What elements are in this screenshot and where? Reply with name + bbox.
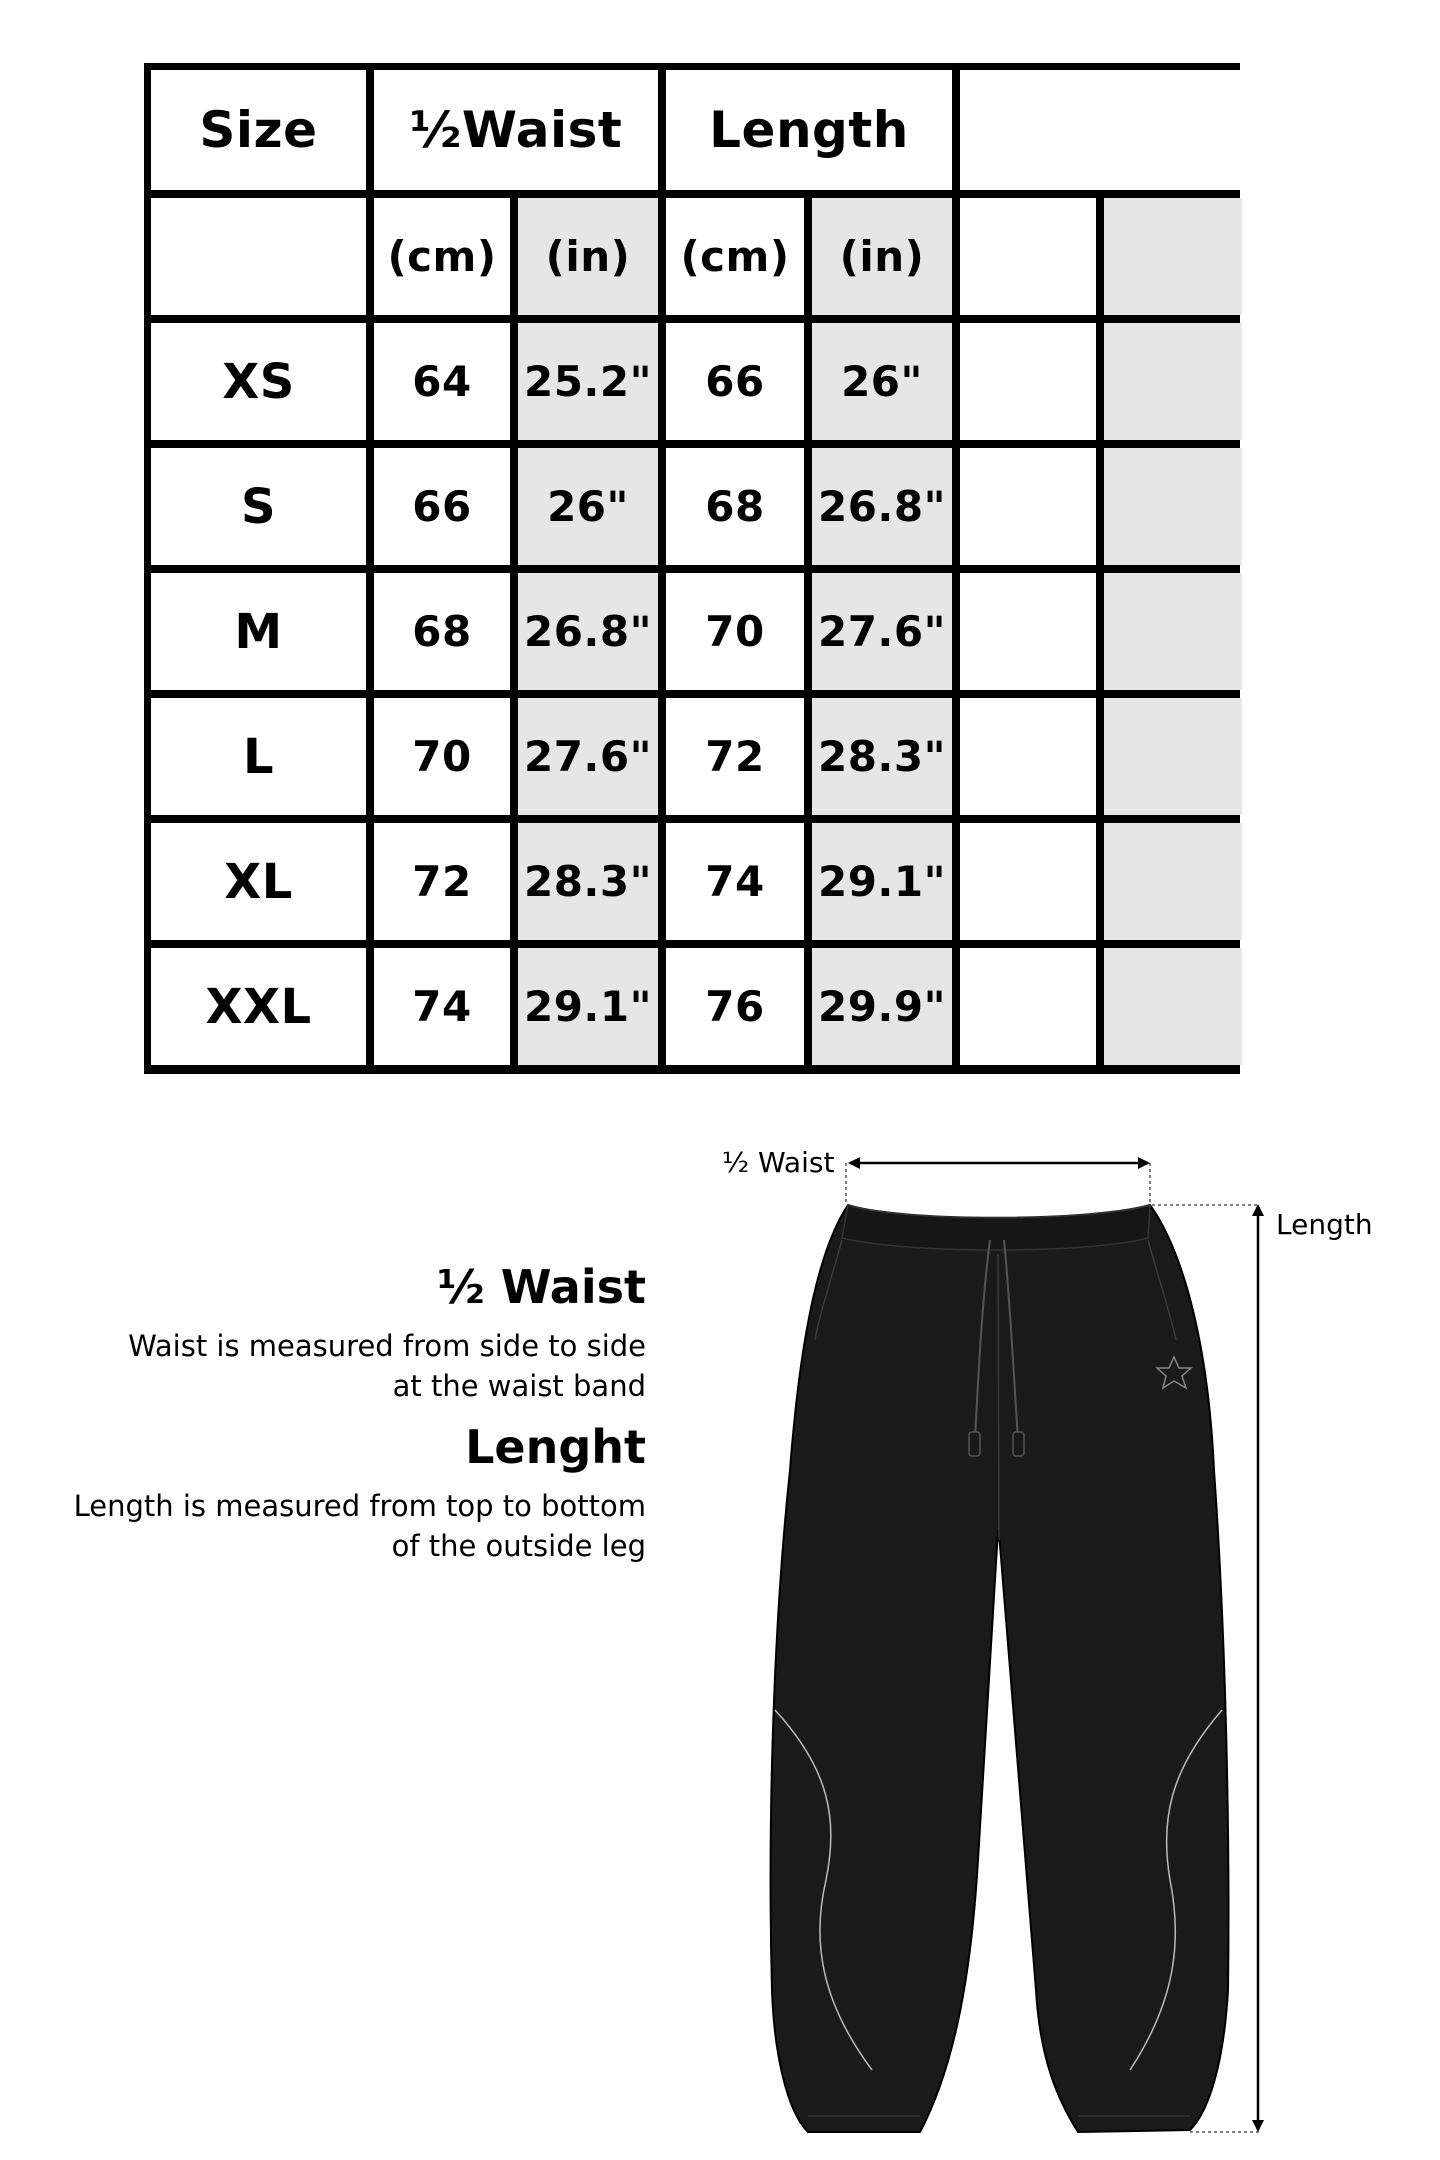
header-half-waist: ½Waist	[374, 70, 658, 190]
unit-waist-cm: (cm)	[374, 198, 510, 315]
length-description-line: of the outside leg	[391, 1529, 646, 1563]
row-length-cm: 74	[666, 823, 804, 940]
row-length-in: 26"	[812, 323, 952, 440]
row-waist-in: 25.2"	[518, 323, 658, 440]
row-waist-cm: 64	[374, 323, 510, 440]
unit-waist-in: (in)	[518, 198, 658, 315]
row-length-in: 28.3"	[812, 698, 952, 815]
waist-arrow-label: ½ Waist	[722, 1146, 835, 1179]
row-size-label: S	[151, 448, 366, 565]
row-waist-cm: 66	[374, 448, 510, 565]
header-length: Length	[666, 70, 952, 190]
row-size-label: XS	[151, 323, 366, 440]
row-waist-in: 28.3"	[518, 823, 658, 940]
row-waist-cm: 74	[374, 948, 510, 1065]
row-size-label: XL	[151, 823, 366, 940]
row-length-cm: 70	[666, 573, 804, 690]
pants-icon	[771, 1205, 1229, 2132]
length-description-title: Lenght	[465, 1420, 646, 1474]
row-length-cm: 68	[666, 448, 804, 565]
row-size-label: M	[151, 573, 366, 690]
length-arrow-label: Length	[1276, 1208, 1373, 1241]
row-size-label: XXL	[151, 948, 366, 1065]
unit-length-in: (in)	[812, 198, 952, 315]
row-waist-in: 26"	[518, 448, 658, 565]
row-length-in: 27.6"	[812, 573, 952, 690]
waist-description-title: ½ Waist	[437, 1260, 646, 1314]
unit-length-cm: (cm)	[666, 198, 804, 315]
row-length-cm: 66	[666, 323, 804, 440]
row-length-in: 29.9"	[812, 948, 952, 1065]
row-length-cm: 76	[666, 948, 804, 1065]
length-description-line: Length is measured from top to bottom	[73, 1489, 646, 1523]
row-waist-in: 26.8"	[518, 573, 658, 690]
waist-description-line: Waist is measured from side to side	[128, 1329, 646, 1363]
row-waist-in: 27.6"	[518, 698, 658, 815]
row-length-cm: 72	[666, 698, 804, 815]
row-waist-cm: 68	[374, 573, 510, 690]
row-size-label: L	[151, 698, 366, 815]
waist-description-line: at the waist band	[392, 1369, 646, 1403]
row-waist-cm: 70	[374, 698, 510, 815]
row-waist-cm: 72	[374, 823, 510, 940]
header-size: Size	[151, 70, 366, 190]
row-length-in: 26.8"	[812, 448, 952, 565]
row-length-in: 29.1"	[812, 823, 952, 940]
row-waist-in: 29.1"	[518, 948, 658, 1065]
